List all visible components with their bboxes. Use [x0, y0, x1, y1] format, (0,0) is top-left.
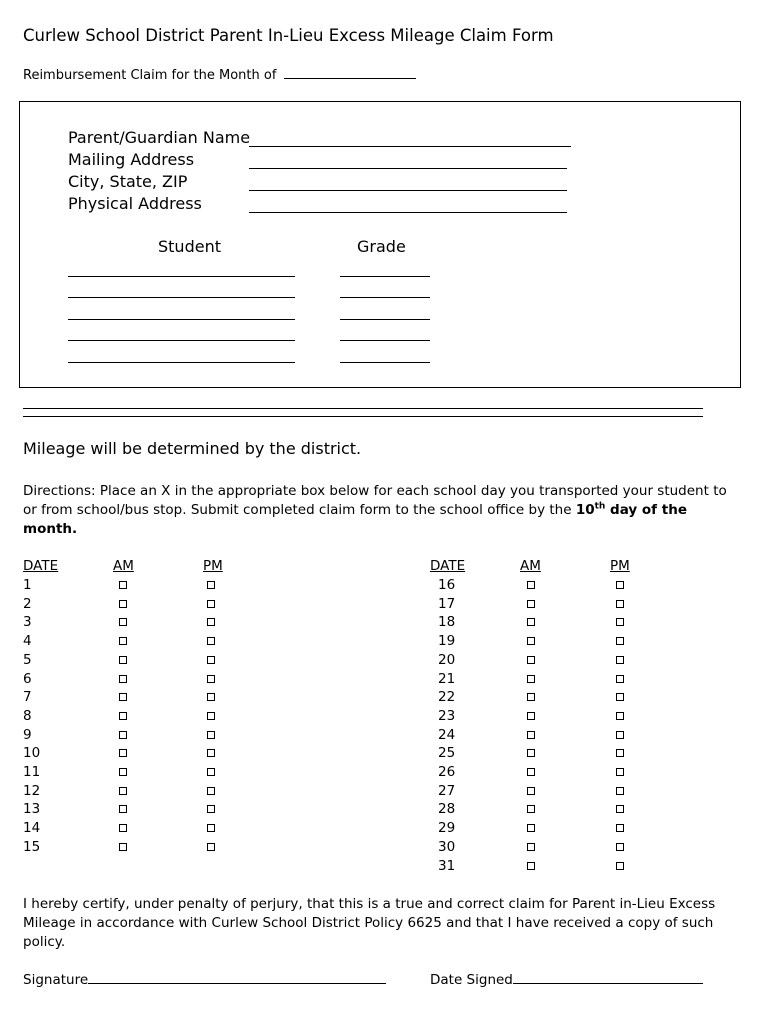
month-line [23, 66, 416, 83]
am-checkbox[interactable] [527, 618, 535, 626]
date-header: DATE [430, 558, 466, 574]
date-cell: 23 [438, 707, 456, 724]
pm-checkbox[interactable] [616, 712, 624, 720]
pm-checkbox[interactable] [616, 787, 624, 795]
date-cell: 3 [23, 614, 32, 631]
grade-line[interactable] [340, 340, 430, 341]
city-state-zip-line[interactable] [249, 190, 567, 191]
am-checkbox[interactable] [527, 675, 535, 683]
am-checkbox[interactable] [119, 712, 127, 720]
date-cell: 28 [438, 801, 456, 818]
am-checkbox[interactable] [527, 805, 535, 813]
student-line[interactable] [68, 297, 295, 298]
am-checkbox[interactable] [119, 618, 127, 626]
date-cell: 24 [438, 726, 456, 743]
student-line[interactable] [68, 276, 295, 277]
pm-checkbox[interactable] [207, 843, 215, 851]
am-checkbox[interactable] [119, 675, 127, 683]
pm-checkbox[interactable] [207, 581, 215, 589]
am-header: AM [520, 558, 541, 574]
pm-header: PM [610, 558, 630, 574]
date-cell: 2 [23, 595, 32, 612]
date-cell: 25 [438, 745, 456, 762]
date-cell: 1 [23, 577, 32, 593]
am-checkbox[interactable] [119, 768, 127, 776]
date-cell: 9 [23, 726, 32, 743]
am-checkbox[interactable] [527, 787, 535, 795]
am-checkbox[interactable] [119, 749, 127, 757]
pm-checkbox[interactable] [207, 768, 215, 776]
directions-deadline-tail: day of the month. [23, 502, 687, 537]
am-checkbox[interactable] [119, 637, 127, 645]
pm-checkbox[interactable] [207, 787, 215, 795]
am-checkbox[interactable] [527, 693, 535, 701]
date-cell: 12 [23, 782, 41, 799]
am-checkbox[interactable] [119, 693, 127, 701]
date-cell: 31 [438, 857, 456, 874]
date-cell: 16 [438, 577, 456, 593]
student-header: Student [158, 237, 221, 256]
date-cell: 13 [23, 801, 41, 818]
grade-line[interactable] [340, 276, 430, 277]
am-checkbox[interactable] [119, 600, 127, 608]
pm-checkbox[interactable] [616, 731, 624, 739]
pm-checkbox[interactable] [616, 693, 624, 701]
pm-checkbox[interactable] [616, 862, 624, 870]
am-checkbox[interactable] [527, 581, 535, 589]
pm-header: PM [203, 558, 223, 574]
date-cell: 22 [438, 689, 456, 706]
directions-deadline-number: 10 [575, 502, 595, 518]
pm-checkbox[interactable] [616, 749, 624, 757]
date-cell: 20 [438, 651, 456, 668]
pm-checkbox[interactable] [207, 731, 215, 739]
date-cell: 15 [23, 838, 41, 855]
directions-text: Directions: Place an X in the appropriate box below for each school day you transported your student to or from school/bus stop. Submit completed claim form to the school office by the [23, 483, 727, 518]
am-checkbox[interactable] [527, 712, 535, 720]
field-label-city-state-zip: City, State, ZIP [68, 172, 188, 191]
am-checkbox[interactable] [527, 824, 535, 832]
month-input-line[interactable] [284, 66, 416, 79]
student-line[interactable] [68, 340, 295, 341]
pm-checkbox[interactable] [616, 843, 624, 851]
date-cell: 30 [438, 838, 456, 855]
am-checkbox[interactable] [527, 843, 535, 851]
pm-checkbox[interactable] [207, 749, 215, 757]
pm-checkbox[interactable] [616, 656, 624, 664]
signature-line[interactable] [88, 971, 386, 984]
field-label-mailing-address: Mailing Address [68, 150, 195, 169]
am-checkbox[interactable] [119, 581, 127, 589]
directions [23, 482, 733, 539]
signature-field [23, 971, 386, 988]
divider-rule [23, 416, 703, 417]
date-cell: 8 [23, 707, 32, 724]
grade-line[interactable] [340, 297, 430, 298]
am-checkbox[interactable] [119, 787, 127, 795]
parent-info-box [19, 101, 741, 388]
date-cell: 17 [438, 595, 456, 612]
certification-text: I hereby certify, under penalty of perjury, that this is a true and correct claim for Parent in-Lieu Excess Mileage in accordance with Curlew School District Policy 6625 and that I have received a copy of such policy. [23, 896, 716, 950]
am-checkbox[interactable] [527, 768, 535, 776]
date-cell: 27 [438, 782, 456, 799]
date-cell: 10 [23, 745, 41, 762]
pm-checkbox[interactable] [207, 805, 215, 813]
date-cell: 18 [438, 614, 456, 631]
grade-header: Grade [357, 237, 406, 256]
date-cell: 29 [438, 820, 456, 837]
pm-checkbox[interactable] [207, 600, 215, 608]
pm-checkbox[interactable] [207, 693, 215, 701]
grade-line[interactable] [340, 319, 430, 320]
am-checkbox[interactable] [527, 600, 535, 608]
am-checkbox[interactable] [119, 656, 127, 664]
am-checkbox[interactable] [527, 731, 535, 739]
date-signed-field [430, 971, 703, 988]
pm-checkbox[interactable] [207, 637, 215, 645]
date-cell: 19 [438, 633, 456, 650]
date-cell: 11 [23, 764, 41, 780]
pm-checkbox[interactable] [207, 824, 215, 832]
student-line[interactable] [68, 362, 295, 363]
date-cell: 6 [23, 670, 32, 687]
pm-checkbox[interactable] [207, 712, 215, 720]
physical-address-line[interactable] [249, 212, 567, 213]
mailing-address-line[interactable] [249, 168, 567, 169]
pm-checkbox[interactable] [207, 618, 215, 626]
signature-label: Signature [23, 972, 89, 988]
parent-name-line[interactable] [249, 146, 571, 147]
date-cell: 4 [23, 633, 32, 650]
student-line[interactable] [68, 319, 295, 320]
am-header: AM [113, 558, 134, 574]
pm-checkbox[interactable] [616, 768, 624, 776]
pm-checkbox[interactable] [616, 805, 624, 813]
date-header: DATE [23, 558, 59, 574]
date-signed-label: Date Signed [430, 972, 513, 988]
grade-line[interactable] [340, 362, 430, 363]
pm-checkbox[interactable] [616, 675, 624, 683]
pm-checkbox[interactable] [616, 600, 624, 608]
mileage-note: Mileage will be determined by the district. [23, 439, 362, 458]
pm-checkbox[interactable] [207, 675, 215, 683]
am-checkbox[interactable] [527, 656, 535, 664]
pm-checkbox[interactable] [616, 618, 624, 626]
pm-checkbox[interactable] [207, 656, 215, 664]
date-cell: 5 [23, 651, 32, 668]
pm-checkbox[interactable] [616, 824, 624, 832]
am-checkbox[interactable] [119, 843, 127, 851]
am-checkbox[interactable] [527, 862, 535, 870]
divider-rule [23, 408, 703, 409]
date-cell: 21 [438, 670, 456, 687]
date-cell: 14 [23, 820, 41, 837]
date-cell: 7 [23, 689, 32, 706]
month-label: Reimbursement Claim for the Month of [23, 68, 277, 83]
am-checkbox[interactable] [119, 731, 127, 739]
date-signed-line[interactable] [513, 971, 703, 984]
field-label-physical-address: Physical Address [68, 194, 202, 213]
directions-deadline-suffix: th [594, 501, 606, 512]
am-checkbox[interactable] [527, 637, 535, 645]
form-title: Curlew School District Parent In-Lieu Excess Mileage Claim Form [23, 26, 554, 45]
date-cell: 26 [438, 764, 456, 780]
pm-checkbox[interactable] [616, 581, 624, 589]
pm-checkbox[interactable] [616, 637, 624, 645]
field-label-parent-name: Parent/Guardian Name [68, 128, 251, 147]
am-checkbox[interactable] [119, 805, 127, 813]
am-checkbox[interactable] [119, 824, 127, 832]
am-checkbox[interactable] [527, 749, 535, 757]
